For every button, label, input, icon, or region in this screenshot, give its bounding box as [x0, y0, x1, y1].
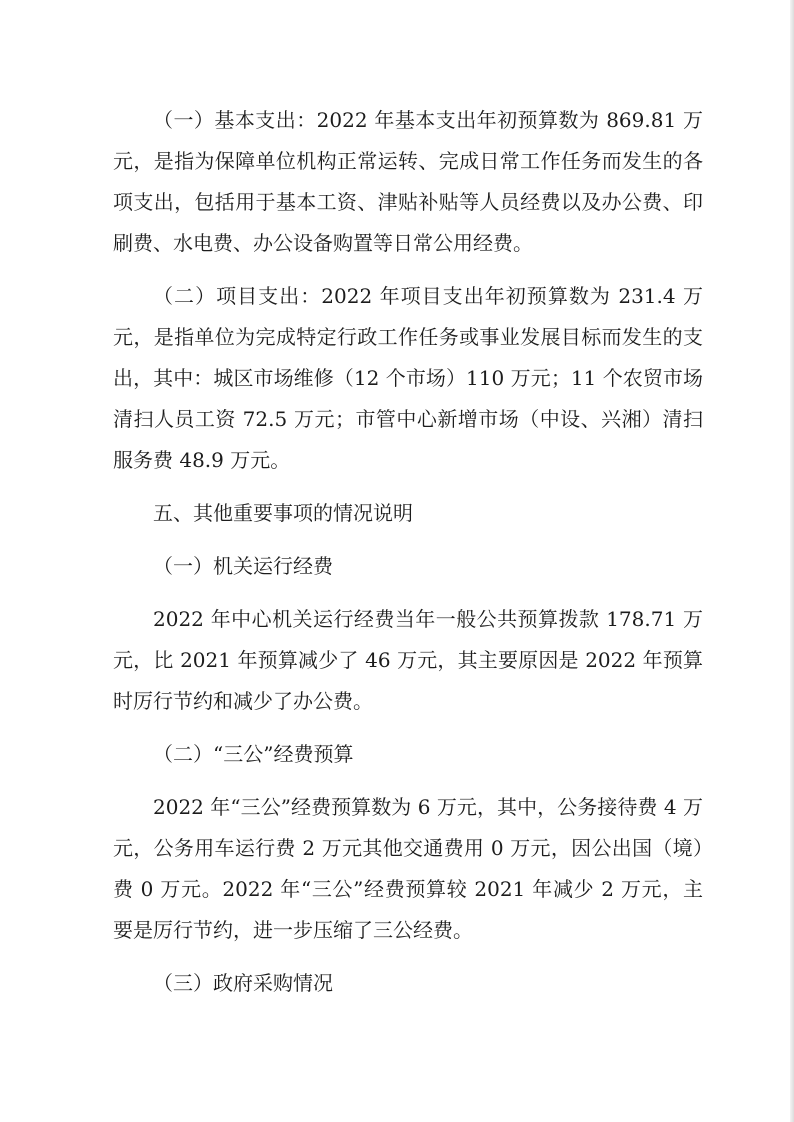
- three-public-heading: （二）“三公”经费预算: [153, 742, 354, 766]
- three-public-paragraph: 2022 年“三公”经费预算数为 6 万元，其中，公务接待费 4 万元，公务用车运行费 2 万元其他交通费用 0 万元，因公出国（境）费 0 万元。2022 年“三公”经费预算较 2021 年减少 2 万元，主要是厉行节约，进一步压缩了三公经费。: [113, 795, 703, 942]
- spacer: [113, 587, 703, 599]
- scan-edge-shadow: [790, 0, 794, 1122]
- other-matters-heading: 五、其他重要事项的情况说明: [153, 501, 413, 525]
- basic-expense-paragraph: （一）基本支出：2022 年基本支出年初预算数为 869.81 万元，是指为保障单位机构正常运转、完成日常工作任务而发生的各项支出，包括用于基本工资、津贴补贴等人员经费以及办公费、印刷费、水电费、办公设备购置等日常公用经费。: [113, 108, 703, 255]
- operating-expense-heading: （一）机关运行经费: [153, 554, 333, 578]
- spacer: [113, 481, 703, 493]
- spacer: [113, 951, 703, 963]
- spacer: [113, 775, 703, 787]
- operating-expense-paragraph: 2022 年中心机关运行经费当年一般公共预算拨款 178.71 万元，比 2021 年预算减少了 46 万元，其主要原因是 2022 年预算时厉行节约和减少了办公费。: [113, 607, 703, 713]
- document-body: [113, 100, 703, 1004]
- project-expense-paragraph: （二）项目支出：2022 年项目支出年初预算数为 231.4 万元，是指单位为完成特定行政工作任务或事业发展目标而发生的支出，其中：城区市场维修（12 个市场）110 万元；11 个农贸市场清扫人员工资 72.5 万元；市管中心新增市场（中设、兴湘）清扫服务费 48.9 万元。: [113, 284, 703, 472]
- spacer: [113, 722, 703, 734]
- spacer: [113, 264, 703, 276]
- government-procurement-heading: （三）政府采购情况: [153, 971, 333, 995]
- spacer: [113, 534, 703, 546]
